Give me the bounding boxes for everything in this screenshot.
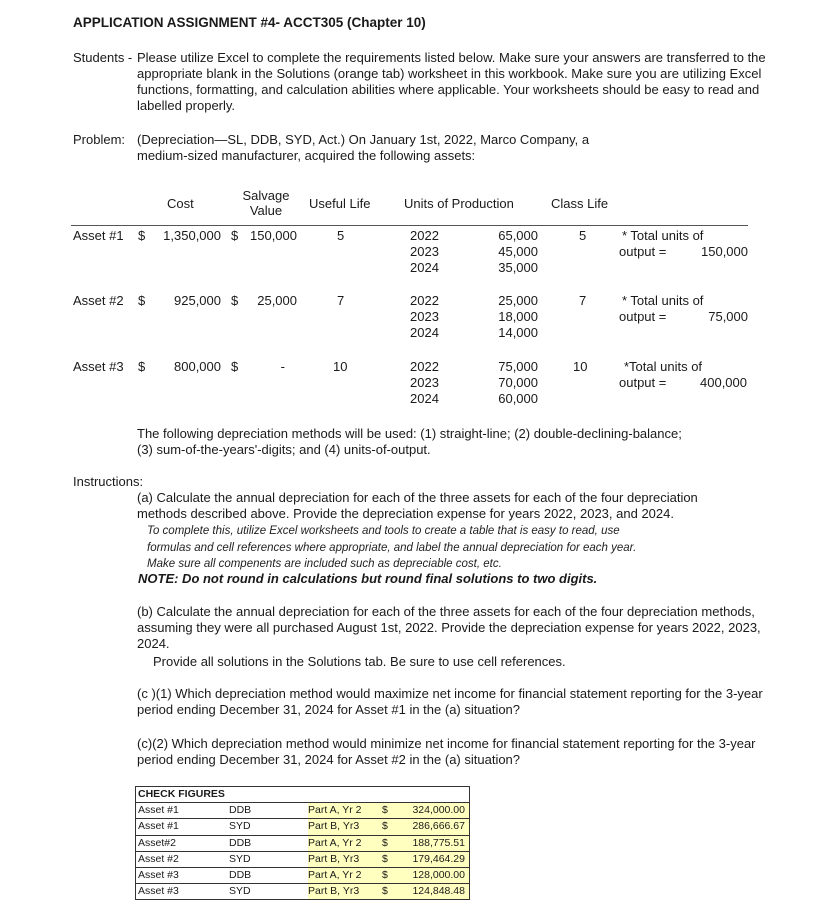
check-asset: Asset#2 [138, 837, 176, 849]
asset-name: Asset #1 [73, 228, 124, 243]
header-salvage-line2: Value [249, 203, 283, 218]
methods-line-1: The following depreciation methods will be used: (1) straight-line; (2) double-declining-balance; [137, 426, 682, 441]
header-salvage-line1: Salvage [242, 188, 290, 203]
check-method: SYD [229, 820, 251, 832]
check-asset: Asset #1 [138, 820, 179, 832]
check-method: SYD [229, 885, 251, 897]
units-value: 70,000 [498, 375, 538, 390]
check-part: Part B, Yr3 [308, 853, 360, 865]
check-row [136, 883, 469, 899]
units-value: 75,000 [498, 359, 538, 374]
year: 2024 [410, 325, 439, 340]
check-part: Part B, Yr3 [308, 820, 360, 832]
page-title: APPLICATION ASSIGNMENT #4- ACCT305 (Chapter 10) [73, 15, 426, 30]
total-units-label: output = [619, 309, 667, 324]
table-header-rule [71, 225, 748, 226]
check-row [136, 851, 469, 867]
methods-line-2: (3) sum-of-the-years'-digits; and (4) units-of-output. [137, 442, 431, 457]
check-method: DDB [229, 837, 252, 849]
header-class-life: Class Life [551, 196, 609, 211]
check-value: 188,775.51 [412, 837, 465, 849]
check-asset: Asset #1 [138, 804, 179, 816]
year: 2023 [410, 244, 439, 259]
check-asset: Asset #3 [138, 869, 179, 881]
header-salvage [236, 188, 296, 218]
cost-sign: $ [138, 359, 146, 374]
cost-value: 925,000 [174, 293, 221, 308]
check-sign: $ [382, 853, 388, 865]
units-value: 45,000 [498, 244, 538, 259]
instructions-label: Instructions: [73, 474, 144, 489]
check-value: 124,848.48 [412, 885, 465, 897]
total-units-label: output = [619, 244, 667, 259]
year: 2024 [410, 391, 439, 406]
salvage-value: 25,000 [257, 293, 297, 308]
check-part: Part B, Yr3 [308, 885, 360, 897]
units-value: 35,000 [498, 260, 538, 275]
students-text: Please utilize Excel to complete the requirements listed below. Make sure your answers are transferred to the appropriate blank in the Solutions (orange tab) worksheet in this workbook. Make sure you are utilizing Excel functions, formatting, and calculation abilities where applicable. Your worksheets should be easy to read and labelled properly. [137, 50, 766, 113]
useful-life-value: 5 [337, 228, 345, 243]
salvage-sign: $ [231, 293, 239, 308]
total-units-value: 400,000 [700, 375, 747, 390]
instruction-b-sub: Provide all solutions in the Solutions tab. Be sure to use cell references. [153, 654, 566, 669]
check-value: 179,464.29 [412, 853, 465, 865]
year: 2022 [410, 359, 439, 374]
year: 2023 [410, 375, 439, 390]
check-method: DDB [229, 804, 252, 816]
units-value: 18,000 [498, 309, 538, 324]
units-value: 14,000 [498, 325, 538, 340]
check-asset: Asset #3 [138, 885, 179, 897]
cost-value: 800,000 [174, 359, 221, 374]
total-units-note: * Total units of [622, 228, 704, 243]
instruction-a-detail-2: formulas and cell references where appropriate, and label the annual depreciation for each year. [147, 542, 637, 554]
cost-value: 1,350,000 [163, 228, 221, 243]
problem-label: Problem: [73, 132, 126, 147]
instruction-a-note: NOTE: Do not round in calculations but round final solutions to two digits. [138, 571, 598, 586]
cost-sign: $ [138, 293, 146, 308]
check-part: Part A, Yr 2 [308, 804, 362, 816]
header-cost: Cost [167, 196, 194, 211]
check-row [136, 835, 469, 851]
problem-line-2: medium-sized manufacturer, acquired the following assets: [137, 148, 476, 163]
check-method: SYD [229, 853, 251, 865]
year: 2022 [410, 293, 439, 308]
salvage-sign: $ [231, 359, 239, 374]
problem-line-1: (Depreciation—SL, DDB, SYD, Act.) On January 1st, 2022, Marco Company, a [137, 132, 590, 147]
students-label: Students - [73, 50, 133, 65]
check-part: Part A, Yr 2 [308, 837, 362, 849]
total-units-label: output = [619, 375, 667, 390]
units-value: 65,000 [498, 228, 538, 243]
total-units-note: *Total units of [624, 359, 703, 374]
salvage-sign: $ [231, 228, 239, 243]
check-sign: $ [382, 820, 388, 832]
header-useful-life: Useful Life [309, 196, 371, 211]
total-units-note: * Total units of [622, 293, 704, 308]
check-sign: $ [382, 837, 388, 849]
check-method: DDB [229, 869, 252, 881]
salvage-value: - [280, 359, 285, 374]
check-row [136, 818, 469, 834]
asset-name: Asset #3 [73, 359, 124, 374]
instruction-c2: (c)(2) Which depreciation method would minimize net income for financial statement reporting for the 3-year period ending December 31, 2024 for Asset #2 in the (a) situation? [137, 736, 756, 767]
year: 2023 [410, 309, 439, 324]
year: 2022 [410, 228, 439, 243]
asset-name: Asset #2 [73, 293, 124, 308]
class-life-value: 5 [579, 228, 587, 243]
instruction-a-detail-3: Make sure all compenents are included such as depreciable cost, etc. [147, 558, 502, 570]
salvage-value: 150,000 [250, 228, 297, 243]
check-value: 128,000.00 [412, 869, 465, 881]
useful-life-value: 10 [333, 359, 348, 374]
check-figures-table [135, 786, 470, 900]
check-part: Part A, Yr 2 [308, 869, 362, 881]
check-sign: $ [382, 869, 388, 881]
units-value: 60,000 [498, 391, 538, 406]
total-units-value: 150,000 [701, 244, 748, 259]
check-sign: $ [382, 885, 388, 897]
check-figures-title: CHECK FIGURES [138, 788, 225, 800]
check-row [136, 802, 469, 818]
check-asset: Asset #2 [138, 853, 179, 865]
check-sign: $ [382, 804, 388, 816]
year: 2024 [410, 260, 439, 275]
useful-life-value: 7 [337, 293, 345, 308]
instruction-b: (b) Calculate the annual depreciation for each of the three assets for each of the four depreciation methods, assuming they were all purchased August 1st, 2022. Provide the depreciation expense for years 2022, 2023, 2024. [137, 604, 761, 651]
cost-sign: $ [138, 228, 146, 243]
total-units-value: 75,000 [708, 309, 748, 324]
header-units-of-production: Units of Production [404, 196, 514, 211]
instruction-a-detail-1: To complete this, utilize Excel worksheets and tools to create a table that is easy to read, use [147, 525, 620, 537]
instruction-c1: (c )(1) Which depreciation method would maximize net income for financial statement reporting for the 3-year period ending December 31, 2024 for Asset #1 in the (a) situation? [137, 686, 763, 717]
instruction-a: (a) Calculate the annual depreciation for each of the three assets for each of the four depreciation methods described above. Provide the depreciation expense for years 2022, 2023, and 2024. [137, 490, 698, 521]
check-value: 286,666.67 [412, 820, 465, 832]
check-row [136, 867, 469, 883]
class-life-value: 7 [579, 293, 587, 308]
class-life-value: 10 [573, 359, 588, 374]
units-value: 25,000 [498, 293, 538, 308]
check-value: 324,000.00 [412, 804, 465, 816]
